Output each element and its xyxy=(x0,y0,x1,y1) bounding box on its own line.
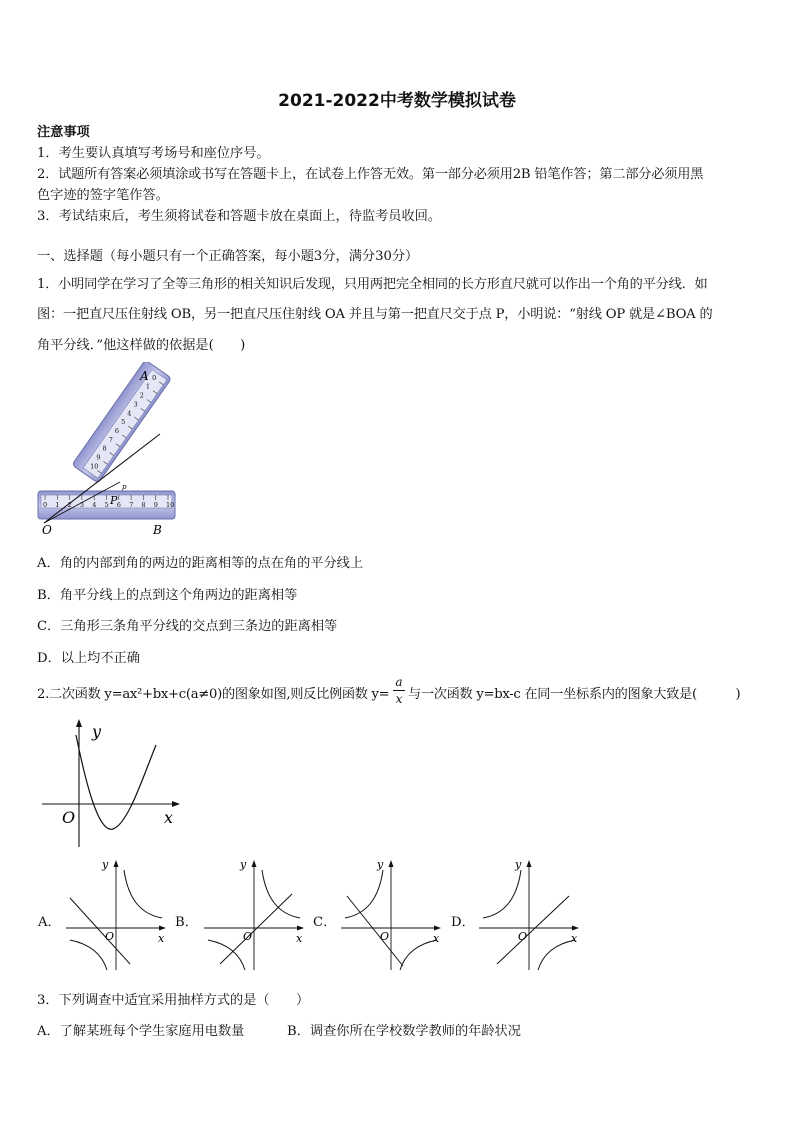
q2-choice-d-label: D． xyxy=(451,915,475,930)
flat-ruler-tick-label: 3 xyxy=(79,501,85,509)
flat-ruler-tick-label: 9 xyxy=(153,501,158,509)
origin-label: O xyxy=(380,930,390,943)
notice-item-3: 3．考试结束后，考生须将试卷和答题卡放在桌面上，待监考员收回。 xyxy=(37,209,442,224)
notice-item-2: 2．试题所有答案必须填涂或书写在答题卡上，在试卷上作答无效。第一部分必须用2B 铅笔作答；第二部分必须用黑 xyxy=(37,167,704,182)
axis-label-x: x xyxy=(158,932,165,945)
slanted-ruler-tick-label: 9 xyxy=(96,453,101,462)
slanted-ruler-tick-label: 7 xyxy=(108,435,113,444)
axis-label-x: x xyxy=(296,932,303,945)
parabola-curve xyxy=(76,735,156,829)
axis-label-y: y xyxy=(377,858,384,871)
q1-line-2: 图：一把直尺压住射线 OB，另一把直尺压住射线 OA 并且与第一把直尺交于点 P，小明说：“射线 OP 就是∠BOA 的 xyxy=(37,307,713,322)
axis-label-x: x xyxy=(433,932,440,945)
q3-text: 3．下列调查中适宜采用抽样方式的是（ ） xyxy=(37,993,310,1008)
q2-parabola-graph xyxy=(40,717,185,852)
label-P: P xyxy=(110,494,118,507)
q2-text-before: 2.二次函数 y=ax²+bx+c(a≠0)的图象如图,则反比例函数 y= xyxy=(37,687,390,702)
q1-option-d: D．以上均不正确 xyxy=(37,651,140,666)
q1-option-b: B．角平分线上的点到这个角两边的距离相等 xyxy=(37,588,298,603)
flat-ruler-tick-label: 5 xyxy=(104,501,109,509)
slanted-ruler-tick-label: 2 xyxy=(139,391,144,400)
q2-choice-b-graph xyxy=(200,856,310,974)
axis-label-y: y xyxy=(515,858,522,871)
slanted-ruler-tick-label: 0 xyxy=(152,373,157,382)
origin-label: O xyxy=(243,930,253,943)
q2-choice-c-graph xyxy=(337,856,447,974)
fraction-numerator: a xyxy=(395,675,403,689)
flat-ruler-tick-label: 0 xyxy=(43,501,48,509)
notice-heading: 注意事项 xyxy=(37,125,90,140)
axis-label-x: x xyxy=(164,808,174,827)
slanted-ruler-tick-label: 3 xyxy=(133,400,138,409)
flat-ruler-tick-label: 6 xyxy=(116,501,121,509)
flat-ruler-tick-label: 4 xyxy=(92,501,97,509)
origin-label: O xyxy=(105,930,115,943)
q2-text-after: 与一次函数 y=bx-c 在同一坐标系内的图象大致是( ) xyxy=(408,687,741,702)
flat-ruler-tick-label: 10 xyxy=(166,501,175,509)
label-B: B xyxy=(153,523,162,537)
origin-label: O xyxy=(518,930,528,943)
q1-line-1: 1．小明同学在学习了全等三角形的相关知识后发现，只用两把完全相同的长方形直尺就可以作出一个角的平分线．如 xyxy=(37,277,708,292)
flat-ruler-tick-label: 2 xyxy=(67,501,72,509)
q2-choice-d-graph xyxy=(475,856,585,974)
flat-ruler-tick-label: 8 xyxy=(141,501,146,509)
slanted-ruler xyxy=(72,362,172,483)
q2-choice-a-graph xyxy=(62,856,172,974)
axis-label-y: y xyxy=(92,722,102,741)
origin-label: O xyxy=(62,808,76,827)
q1-option-c: C．三角形三条角平分线的交点到三条边的距离相等 xyxy=(37,619,338,634)
q1-line-3: 角平分线．”他这样做的依据是( ) xyxy=(37,338,246,353)
fraction-denominator: x xyxy=(393,690,405,705)
label-A: A xyxy=(140,369,149,383)
q2-choice-a-label: A． xyxy=(38,915,61,930)
axis-label-x: x xyxy=(571,932,578,945)
label-O: O xyxy=(42,523,52,537)
notice-item-1: 1．考生要认真填写考场号和座位序号。 xyxy=(37,146,270,161)
q1-option-a: A．角的内部到角的两边的距离相等的点在角的平分线上 xyxy=(37,556,364,571)
axis-label-y: y xyxy=(240,858,247,871)
slanted-ruler-tick-label: 6 xyxy=(114,426,120,435)
q3-option-b: B．调查你所在学校数学教师的年龄状况 xyxy=(287,1024,521,1039)
flat-ruler-tick-label: 7 xyxy=(129,501,134,509)
slanted-ruler-tick-label: 10 xyxy=(90,462,99,471)
q2-fraction xyxy=(393,676,405,705)
page-title: 2021-2022中考数学模拟试卷 xyxy=(278,91,516,111)
label-p-small: p xyxy=(122,483,127,491)
slanted-ruler-tick-label: 5 xyxy=(121,418,126,427)
axis-label-y: y xyxy=(102,858,109,871)
flat-ruler-tick-label: 1 xyxy=(55,501,60,509)
q1-rulers-figure xyxy=(30,362,190,540)
q2-choice-b-label: B． xyxy=(175,915,198,930)
notice-item-2-cont: 色字迹的签字笔作答。 xyxy=(37,188,169,203)
slanted-ruler-tick-label: 8 xyxy=(102,444,107,453)
q2-choice-c-label: C． xyxy=(313,915,337,930)
q3-option-a: A．了解某班每个学生家庭用电数量 xyxy=(37,1024,245,1039)
slanted-ruler-tick-label: 4 xyxy=(127,409,132,418)
slanted-ruler-tick-label: 1 xyxy=(145,382,151,391)
section-heading: 一、选择题（每小题只有一个正确答案，每小题3分，满分30分） xyxy=(37,249,419,264)
